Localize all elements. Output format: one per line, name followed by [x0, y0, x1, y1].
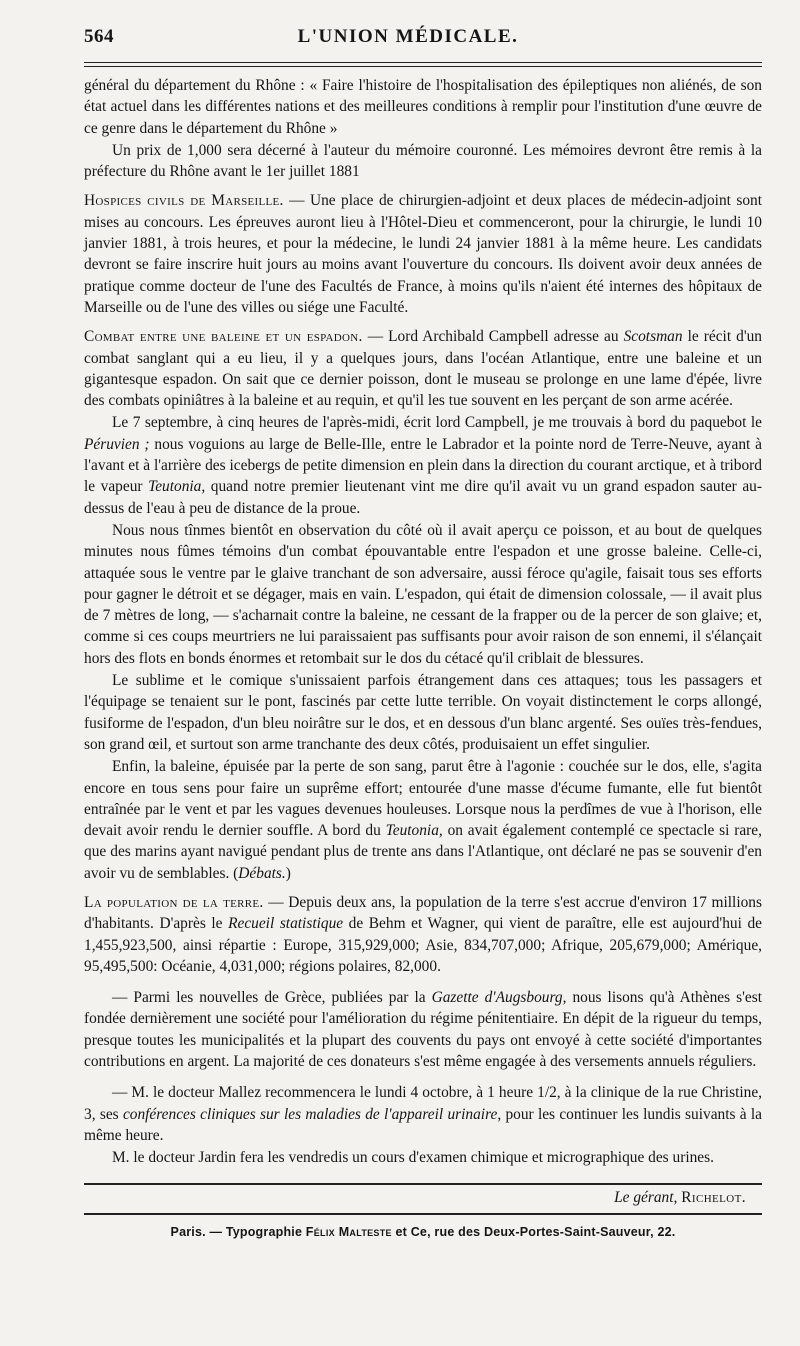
running-title: L'UNION MÉDICALE.	[297, 26, 519, 47]
footer-rule-bottom	[84, 1213, 762, 1215]
paragraph-prize-continuation: général du département du Rhône : « Faire l'histoire de l'hospitalisation des épileptiques non aliénés, de son état actuel dans les différentes nations et des meilleures conditions à remplir pour l'institution d'une œuvre de ce genre dans le département du Rhône »	[84, 77, 762, 137]
combat-end-text-a: Enfin, la baleine, épuisée par la perte de son sang, parut être à l'agonie : couchée sur le dos, elle, s'agita encore en tous sens pour faire un suprême effort; entourée d'une masse d'écume fumante, elle fut bientôt entraînée par le vent et par les vagues devenues houleuses. Lorsque nous la perdîmes de vue à l'horison, elle devait avoir rendu le dernier souffle. A bord du	[84, 758, 762, 840]
combat-intro-text-b: le récit d'un combat sanglant qui a eu lieu, il y a quelques jours, dans l'océan Atlantique, entre une baleine et un gigantesque espadon. On sait que ce dernier poisson, dont le museau se prolonge en une lame d'épée, livre des combats opiniâtres à la baleine et au requin, et qu'il les tue souvent en les perçant de son arme acérée.	[84, 328, 762, 410]
mallez-text-a: — M. le docteur Mallez recommencera le lundi 4 octobre, à 1 heure 1/2, à la clinique de la rue Christine, 3, ses	[84, 1084, 762, 1123]
grece-text-a: — Parmi les nouvelles de Grèce, publiées par la	[112, 989, 432, 1007]
imprint-printer-name: Félix Malteste	[305, 1224, 392, 1239]
paragraph-jardin: M. le docteur Jardin fera les vendredis un cours d'examen chimique et micrographique des urines.	[112, 1149, 714, 1167]
paragraph-population	[84, 892, 762, 977]
campbell-text-a: Le 7 septembre, à cinq heures de l'après-midi, écrit lord Campbell, je me trouvais à bord du paquebot le	[112, 414, 762, 432]
source-debats: Débats.	[238, 864, 286, 882]
section-heading-population: La population de la terre.	[84, 893, 264, 911]
ship-name-teutonia: Teutonia,	[148, 478, 206, 496]
campbell-text-c: quand notre premier lieutenant vint me dire qu'il avait vu un grand espadon sauter au-dessus de l'eau à peu de distance de la proue.	[84, 478, 762, 517]
paragraph-mallez	[84, 1082, 762, 1146]
campbell-text-b: nous voguions au large de Belle-Ille, entre le Labrador et la pointe nord de Terre-Neuve, ayant à l'avant et à l'arrière des icebergs de petite dimension en plein dans la direction du courant arctique, et à tribord le vapeur	[84, 435, 762, 496]
scotsman-title: Scotsman	[623, 328, 683, 346]
imprint-text-b: et Ce, rue des Deux-Portes-Saint-Sauveur, 22.	[391, 1224, 676, 1239]
signature	[84, 1189, 762, 1207]
population-text-b: de Behm et Wagner, qui vient de paraître, elle est aujourd'hui de 1,455,923,500, ainsi répartie : Europe, 315,929,000; Asie, 834,707,000; Afrique, 205,679,000; Amérique, 95,495,500: Océanie, 4,031,000; régions polaires, 82,000.	[84, 915, 762, 975]
section-heading-marseille: Hospices civils de Marseille.	[84, 192, 284, 210]
page-header	[84, 26, 762, 56]
paragraph-combat-sublime: Le sublime et le comique s'unissaient parfois étrangement dans ces attaques; tous les passagers et l'équipage se tenaient sur le pont, fascinés par cette lutte terrible. On voyait distinctement le corps allongé, fusiforme de l'espadon, d'un bleu noirâtre sur le dos, et en dessous d'un blanc argenté. Ses ouïes très-fendues, son grand œil, et surtout son arme tranchante des deux côtés, produisaient un effet singulier.	[84, 672, 762, 753]
combat-intro-text-a: — Lord Archibald Campbell adresse au	[362, 328, 624, 346]
paragraph-marseille	[84, 190, 762, 318]
paragraph-combat-campbell	[84, 412, 762, 518]
imprint-text-a: Paris. — Typographie	[170, 1224, 306, 1239]
mallez-text-b: pour les continuer les lundis suivants à la même heure.	[84, 1105, 762, 1144]
gazette-augsbourg-title: Gazette d'Augsbourg,	[431, 989, 567, 1007]
marseille-text: — Une place de chirurgien-adjoint et deux places de médecin-adjoint sont mises au concours. Les épreuves auront lieu à l'Hôtel-Dieu et commenceront, pour la chirurgie, le lundi 10 janvier 1881, à trois heures, et pour la médecine, le lundi 24 janvier 1881 à la même heure. Les candidats devront se faire inscrire huit jours au moins avant l'ouverture du concours. Ils doivent avoir deux années de pratique comme docteur de l'une des Facultés de France, à moins qu'ils n'aient été internes des hôpitaux de Marseille ou de l'une des villes ou siége une Faculté.	[84, 192, 762, 316]
header-rule	[84, 62, 762, 67]
population-text-a: — Depuis deux ans, la population de la terre s'est accrue d'environ 17 millions d'habitants. D'après le	[84, 893, 762, 933]
paragraph-combat-observation: Nous nous tînmes bientôt en observation du côté où il avait aperçu ce poisson, et au bout de quelques minutes nous fûmes témoins d'un combat épouvantable entre l'espadon et une grosse baleine. Celle-ci, attaquée sous le ventre par le glaive tranchant de son adversaire, aussi féroce qu'agile, faisait tous ses efforts pour gagner le détroit et se dégager, mais en vain. L'espadon, qui était de dimension colossale, — il avait plus de 7 mètres de long, — s'acharnait contre la baleine, ne cessant de la frapper ou de la percer de son glaive; et, comme si ces coups meurtriers ne lui paraissaient pas suffisants pour avoir raison de son ennemi, il s'élançait hors des flots en bonds énormes et retombait sur le dos du cétacé qu'il criblait de blessures.	[84, 521, 762, 667]
page-number: 564	[84, 26, 114, 47]
ship-name-peruvien: Péruvien ;	[84, 435, 150, 453]
conferences-title: conférences cliniques sur les maladies de l'appareil urinaire,	[122, 1105, 502, 1123]
recueil-statistique-title: Recueil statistique	[228, 915, 344, 933]
grece-text-b: nous lisons qu'à Athènes s'est fondée dernièrement une société pour l'amélioration du régime pénitentiaire. En dépit de la rigueur du temps, presque toutes les municipalités et la plupart des couvents du pays ont envoyé à cette société d'importantes contributions en argent. La majorité de ces donateurs s'est même engagée à des versements annuels réguliers.	[84, 989, 762, 1071]
footer-rule-top	[84, 1183, 762, 1185]
signature-name: Richelot.	[681, 1188, 746, 1206]
paragraph-combat-intro	[84, 326, 762, 411]
combat-end-text-c: )	[285, 864, 291, 882]
ship-name-teutonia-2: Teutonia,	[385, 822, 443, 840]
paragraph-combat-end	[84, 756, 762, 884]
article-body	[84, 75, 762, 1169]
signature-label: Le gérant,	[614, 1188, 678, 1206]
paragraph-prize-amount: Un prix de 1,000 sera décerné à l'auteur du mémoire couronné. Les mémoires devront être remis à la préfecture du Rhône avant le 1er juillet 1881	[84, 141, 762, 181]
combat-end-text-b: on avait également contemplé ce spectacle si rare, que des marins ayant navigué pendant plus de trente ans dans l'Atlantique, ont déclaré ne pas se souvenir d'en avoir vu de semblables. (	[84, 822, 762, 882]
imprint-line	[84, 1225, 762, 1239]
section-heading-combat: Combat entre une baleine et un espadon.	[84, 328, 363, 346]
paragraph-grece	[84, 987, 762, 1072]
